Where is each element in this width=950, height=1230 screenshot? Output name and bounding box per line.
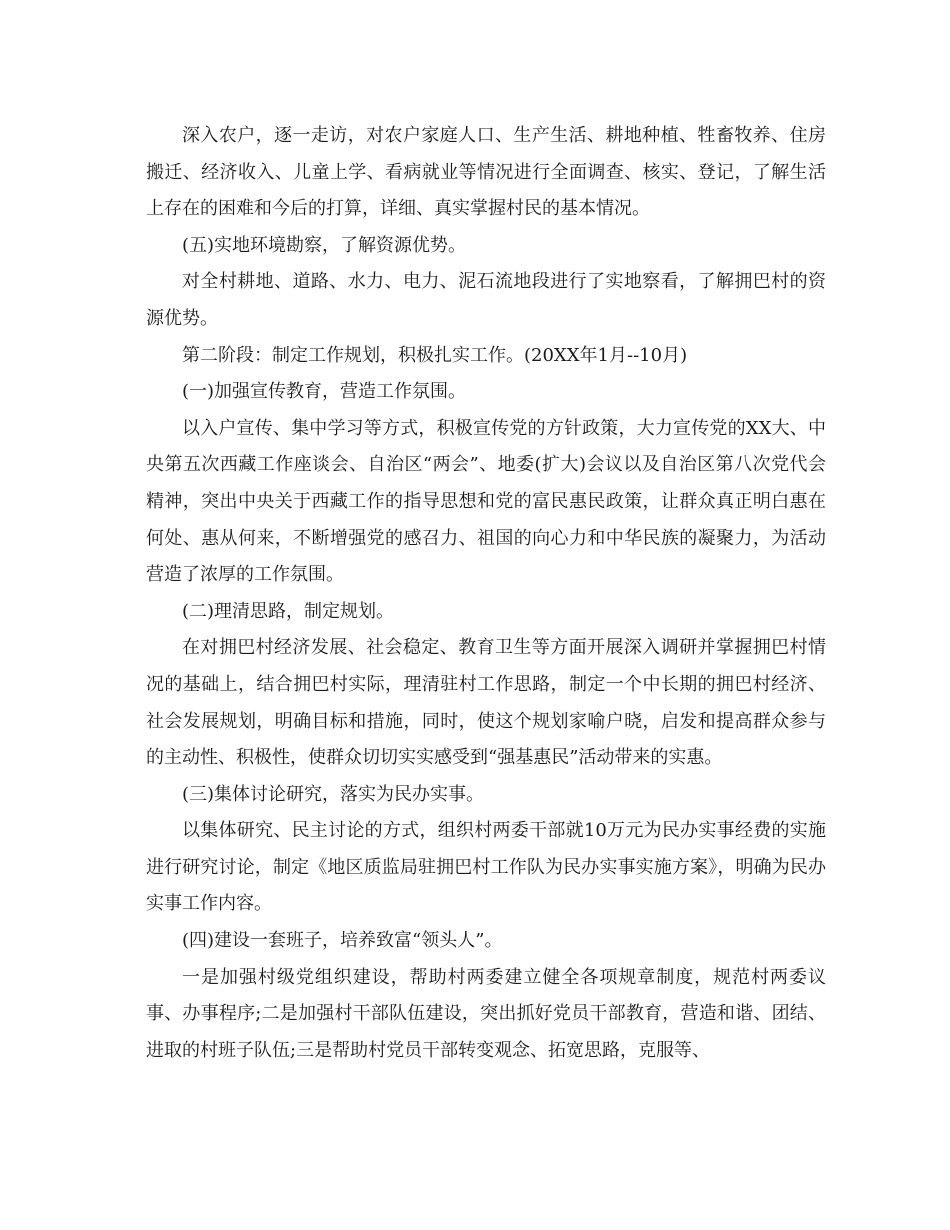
paragraph-field-inspection: 对全村耕地、道路、水力、电力、泥石流地段进行了实地察看，了解拥巴村的资源优势。 [146, 271, 826, 329]
document-body [146, 118, 826, 1069]
section-heading-2: (二)理清思路，制定规划。 [182, 600, 395, 622]
stage-two-heading: 第二阶段：制定工作规划，积极扎实工作。(20XX年1月--10月) [182, 344, 688, 366]
paragraph-team-building: 一是加强村级党组织建设，帮助村两委建立健全各项规章制度，规范村两委议事、办事程序;二是加强村干部队伍建设，突出抓好党员干部教育，营造和谐、团结、进取的村班子队伍;三是帮助村党员干部转变观念、拓宽思路，克服等、 [146, 966, 826, 1061]
section-heading-1: (一)加强宣传教育，营造工作氛围。 [182, 381, 467, 403]
section-heading-5: (五)实地环境勘察，了解资源优势。 [182, 234, 467, 256]
section-heading-3: (三)集体讨论研究，落实为民办实事。 [182, 783, 485, 805]
paragraph-planning: 在对拥巴村经济发展、社会稳定、教育卫生等方面开展深入调研并掌握拥巴村情况的基础上，结合拥巴村实际，理清驻村工作思路，制定一个中长期的拥巴村经济、社会发展规划，明确目标和措施，同时，使这个规划家喻户晓，启发和提高群众参与的主动性、积极性，使群众切切实实感受到“强基惠民”活动带来的实惠。 [146, 637, 826, 769]
section-heading-4: (四)建设一套班子，培养致富“领头人”。 [182, 930, 503, 952]
paragraph-discussion: 以集体研究、民主讨论的方式，组织村两委干部就10万元为民办实事经费的实施进行研究讨论，制定《地区质监局驻拥巴村工作队为民办实事实施方案》，明确为民办实事工作内容。 [146, 820, 826, 915]
paragraph-survey-households: 深入农户，逐一走访，对农户家庭人口、生产生活、耕地种植、牲畜牧养、住房搬迁、经济收入、儿童上学、看病就业等情况进行全面调查、核实、登记，了解生活上存在的困难和今后的打算，详细、真实掌握村民的基本情况。 [146, 125, 826, 220]
paragraph-publicity: 以入户宣传、集中学习等方式，积极宣传党的方针政策，大力宣传党的XX大、中央第五次西藏工作座谈会、自治区“两会”、地委(扩大)会议以及自治区第八次党代会精神，突出中央关于西藏工作的指导思想和党的富民惠民政策，让群众真正明白惠在何处、惠从何来，不断增强党的感召力、祖国的向心力和中华民族的凝聚力，为活动营造了浓厚的工作氛围。 [146, 417, 826, 586]
